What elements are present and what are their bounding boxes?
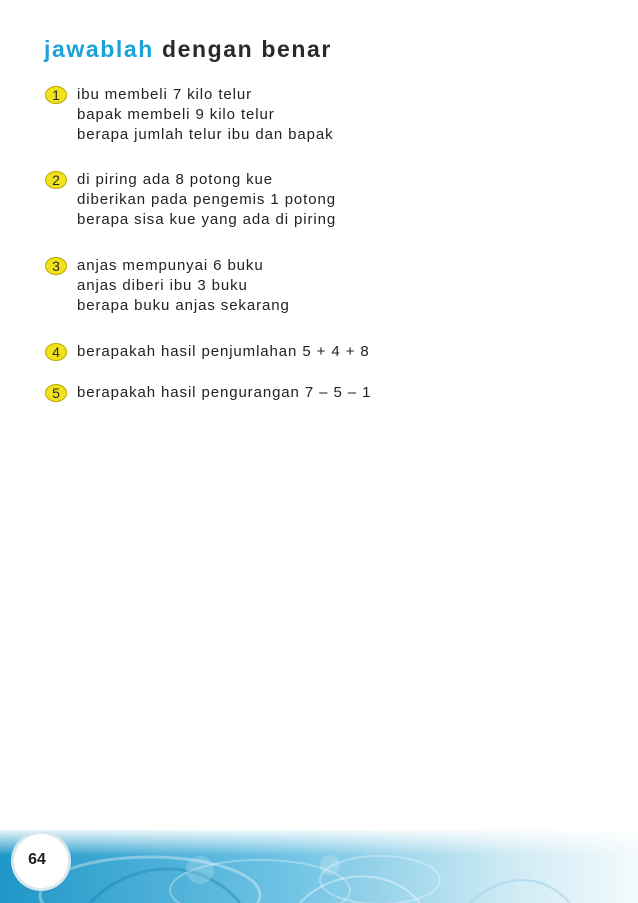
question-line: anjas mempunyai 6 buku (77, 257, 264, 274)
question-line: ibu membeli 7 kilo telur (77, 86, 252, 103)
title-highlight: jawablah (44, 36, 154, 62)
question-line: berapa sisa kue yang ada di piring (77, 211, 337, 228)
footer-decoration (0, 820, 638, 903)
page-number: 64 (28, 851, 46, 868)
page-title (44, 36, 332, 63)
question-number: 4 (45, 343, 67, 361)
question-number: 3 (45, 257, 67, 275)
question-line: anjas diberi ibu 3 buku (77, 277, 248, 294)
question-line: bapak membeli 9 kilo telur (77, 106, 275, 123)
question-number: 1 (45, 86, 67, 104)
question-line: berapakah hasil penjumlahan 5 + 4 + 8 (77, 343, 370, 360)
question-line: berapakah hasil pengurangan 7 – 5 – 1 (77, 384, 372, 401)
question-line: di piring ada 8 potong kue (77, 171, 274, 188)
question-line: berapa buku anjas sekarang (77, 297, 290, 314)
question-number: 5 (45, 384, 67, 402)
question-line: berapa jumlah telur ibu dan bapak (77, 126, 334, 143)
question-line: diberikan pada pengemis 1 potong (77, 191, 336, 208)
question-number: 2 (45, 171, 67, 189)
footer-band (0, 820, 638, 903)
title-rest: dengan benar (161, 36, 332, 62)
